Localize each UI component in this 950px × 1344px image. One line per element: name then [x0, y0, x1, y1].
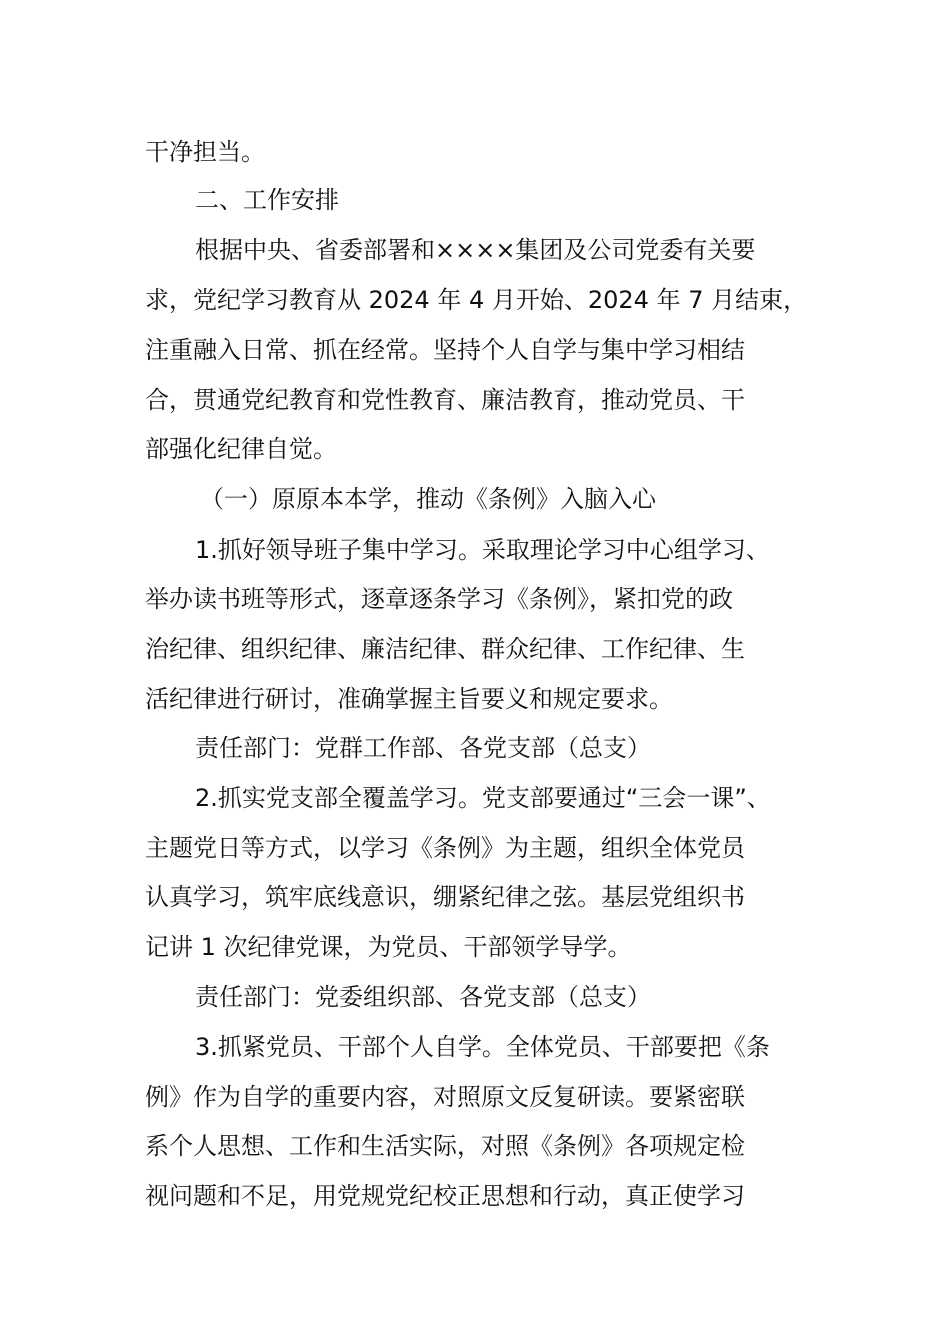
paragraph-line: 视问题和不足，用党规党纪校正思想和行动，真正使学习: [145, 1182, 745, 1210]
section-heading-work-arrangement: 二、工作安排: [195, 186, 339, 214]
paragraph-line: 举办读书班等形式，逐章逐条学习《条例》，紧扣党的政: [145, 585, 733, 613]
paragraph-line: 根据中央、省委部署和××××集团及公司党委有关要: [195, 236, 756, 264]
paragraph-line: 3.抓紧党员、干部个人自学。全体党员、干部要把《条: [195, 1033, 770, 1061]
paragraph-line: 治纪律、组织纪律、廉洁纪律、群众纪律、工作纪律、生: [145, 635, 745, 663]
paragraph-line: 主题党日等方式，以学习《条例》为主题，组织全体党员: [145, 834, 745, 862]
paragraph-line: 合，贯通党纪教育和党性教育、廉洁教育，推动党员、干: [145, 386, 745, 414]
paragraph-line: 例》作为自学的重要内容，对照原文反复研读。要紧密联: [145, 1083, 745, 1111]
responsible-dept-line: 责任部门：党群工作部、各党支部（总支）: [195, 734, 651, 762]
paragraph-line: 注重融入日常、抓在经常。坚持个人自学与集中学习相结: [145, 336, 745, 364]
paragraph-line: 部强化纪律自觉。: [145, 435, 337, 463]
responsible-dept-line: 责任部门：党委组织部、各党支部（总支）: [195, 983, 651, 1011]
paragraph-line: 1.抓好领导班子集中学习。采取理论学习中心组学习、: [195, 536, 770, 564]
paragraph-line: 记讲 1 次纪律党课，为党员、干部领学导学。: [145, 933, 632, 961]
paragraph-line: 系个人思想、工作和生活实际，对照《条例》各项规定检: [145, 1132, 745, 1160]
paragraph-line: 认真学习，筑牢底线意识，绷紧纪律之弦。基层党组织书: [145, 883, 745, 911]
paragraph-line: 求，党纪学习教育从 2024 年 4 月开始、2024 年 7 月结束，: [145, 286, 808, 314]
paragraph-line-closing: 干净担当。: [145, 138, 265, 166]
paragraph-line: 2.抓实党支部全覆盖学习。党支部要通过“三会一课”、: [195, 784, 771, 812]
paragraph-line: 活纪律进行研讨，准确掌握主旨要义和规定要求。: [145, 685, 673, 713]
subsection-heading-1: （一）原原本本学，推动《条例》入脑入心: [200, 485, 656, 513]
